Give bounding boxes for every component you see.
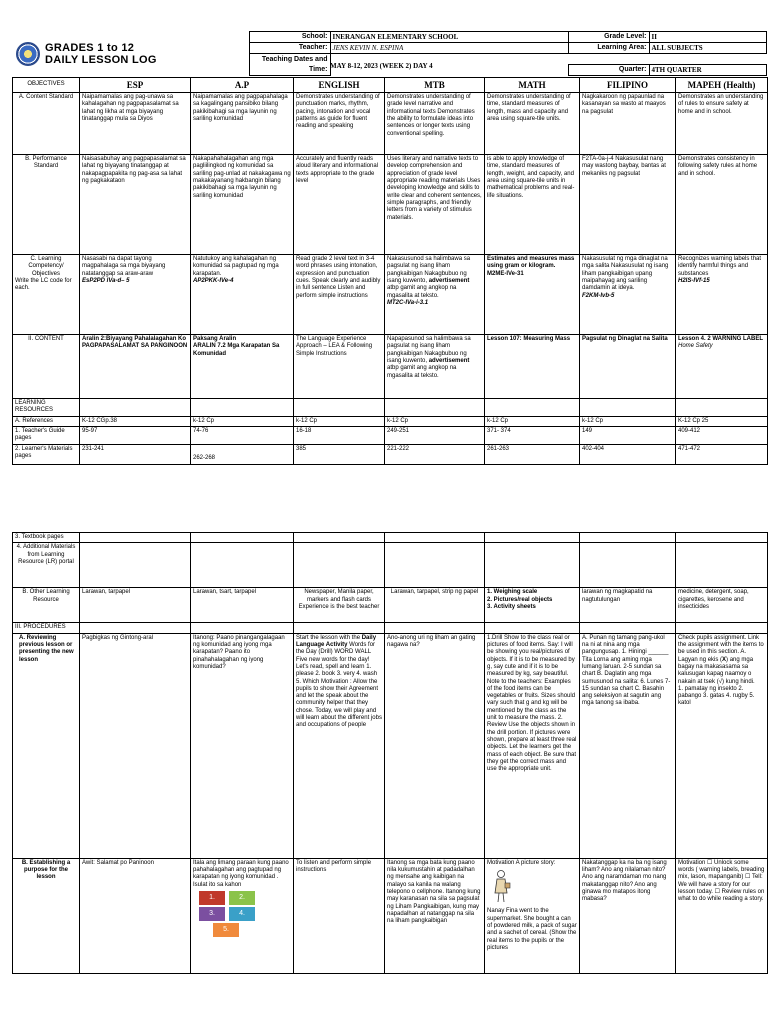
- performance-standard-english: Accurately and fluently reads aloud literary and informational texts appropriate to the grade level: [294, 155, 385, 255]
- other-resources-mtb: Larawan, tarpapel, strip ng papel: [385, 588, 485, 623]
- content-mtb-text-2: atbp gamit ang angkop na mgasalita at teksto.: [387, 365, 457, 379]
- competency-row: [13, 255, 768, 335]
- procedures-empty: [385, 623, 485, 633]
- reviewing-esp: Pagbigkas ng Gintong-aral: [80, 633, 191, 858]
- competency-mtb-text-2: atbp gamit ang angkop na mgasalita at teksto.: [387, 285, 457, 299]
- other-resources-mapeh: medicine, detergent, soap, cigarettes, kerosene and insecticides: [676, 588, 768, 623]
- math-resource-item: 1. Weighing scale: [487, 589, 538, 596]
- competency-mtb-bold: advertisement: [428, 277, 470, 284]
- content-english: The Language Experience Approach – LEA & Following Simple Instructions: [294, 335, 385, 399]
- teachers-guide-esp: 95-97: [80, 426, 191, 444]
- lr-portal-empty: [80, 543, 191, 588]
- grade-level-label: Grade Level:: [568, 32, 649, 43]
- procedures-empty: [485, 623, 580, 633]
- other-resources-math: [485, 588, 580, 623]
- lesson-log-page-2: [0, 532, 768, 974]
- textbook-empty: [580, 533, 676, 543]
- reviewing-ap: Itanong: Paano pinangangalagaan ng komunidad ang iyong mga karapatan? Paano ito pinahahalagahan ng iyong komunidad?: [191, 633, 294, 858]
- math-resource-item: 3. Activity sheets: [487, 603, 536, 610]
- column-header-esp: ESP: [80, 78, 191, 93]
- quarter-value: 4TH QUARTER: [649, 65, 766, 76]
- content-esp: Aralin 2:Biyayang Pahalalagahan Ko PAGPAPASALAMAT SA PANGINOON: [80, 335, 191, 399]
- column-header-ap: A.P: [191, 78, 294, 93]
- competency-sublabel: Write the LC code for each.: [15, 277, 72, 292]
- numbered-box-1: 1.: [199, 891, 225, 905]
- references-row: [13, 416, 768, 426]
- competency-mtb: [385, 255, 485, 335]
- procedures-empty: [191, 623, 294, 633]
- column-header-mapeh: MAPEH (Health): [676, 78, 768, 93]
- reviewing-mapeh-list: 1. pamatay ng insekto 2. pabango 3. gatas 4. rugby 5. katol: [678, 685, 755, 707]
- grade-level-value: II: [649, 32, 766, 43]
- reviewing-english-bold: Daily Language Activity: [296, 634, 377, 648]
- competency-filipino: [580, 255, 676, 335]
- learning-resources-empty: [580, 399, 676, 417]
- content-filipino: Pagsulat ng Dinaglat na Salita: [580, 335, 676, 399]
- teachers-guide-label: 1. Teacher's Guide pages: [13, 426, 80, 444]
- teachers-guide-mapeh: 409-412: [676, 426, 768, 444]
- content-standard-ap: Naipamamalas ang pagpapahalaga sa kagalingang pansibiko bilang pakikibahagi sa mga layunin ng sariling komunidad: [191, 93, 294, 155]
- procedures-empty: [80, 623, 191, 633]
- teachers-guide-math: 371- 374: [485, 426, 580, 444]
- textbook-empty: [385, 533, 485, 543]
- content-standard-label: A. Content Standard: [13, 93, 80, 155]
- header-title-cell: [14, 32, 249, 76]
- learners-materials-mtb: 221-222: [385, 444, 485, 464]
- learning-resources-empty: [676, 399, 768, 417]
- performance-standard-mapeh: Demonstrates consistency in following safety rules at home and in school.: [676, 155, 768, 255]
- numbered-boxes: [193, 889, 291, 937]
- learners-materials-row: [13, 444, 768, 464]
- textbook-empty: [80, 533, 191, 543]
- learning-resources-empty: [80, 399, 191, 417]
- establishing-row: [13, 858, 768, 973]
- title-line-2: DAILY LESSON LOG: [45, 53, 157, 66]
- reviewing-math: 1.Drill Show to the class real or pictures of food items. Say: I will be showing you real/pictures of objects. If it is to be measured by g, say cute and if it is to be measured by kg, say beautiful. Note to the teachers: Examples of the food items can be vegetables or fruits. Sizes should vary such that g and kg will be mentioned by the class as the unit to measure the mass. 2. Review Use the objects shown in the drill portion. If pictures were shown, prepare at least three real objects. Let the learners get the mass of each object. Be sure that they get the correct mass and use the appropriate unit.: [485, 633, 580, 858]
- numbered-box-3: 3.: [199, 907, 225, 921]
- learners-materials-math: 261-263: [485, 444, 580, 464]
- content-standard-filipino: Nagkakaroon ng papaunlad na kasanayan sa wasto at maayos na pagsulat: [580, 93, 676, 155]
- numbered-box-4: 4.: [229, 907, 255, 921]
- procedures-empty: [676, 623, 768, 633]
- competency-math-text: Estimates and measures mass using gram or kilogram.: [487, 256, 575, 270]
- title-line-1: GRADES 1 to 12: [45, 41, 135, 54]
- quarter-label: Quarter:: [568, 65, 649, 76]
- math-resource-item: 2. Pictures/real objects: [487, 596, 553, 603]
- reviewing-mtb: Ano-anong uri ng liham an gating nagawa na?: [385, 633, 485, 858]
- lr-portal-empty: [485, 543, 580, 588]
- objectives-header: OBJECTIVES: [13, 78, 80, 93]
- column-header-math: MATH: [485, 78, 580, 93]
- content-standard-mtb: Demonstrates understanding of grade level narrative and informational texts Demonstrates the ability to formulate ideas into sentences or longer texts using conventional spelling.: [385, 93, 485, 155]
- content-mapeh: [676, 335, 768, 399]
- establishing-filipino: Nakatanggap ka na ba ng isang liham? Ano ang nilalaman nito? Ano ang naramdaman mo nang makatanggap nito? Ano ang ginawa mo matapos itong mabasa?: [580, 858, 676, 973]
- shopping-woman-illustration: [491, 869, 511, 903]
- procedures-row: [13, 623, 768, 633]
- other-resources-row: [13, 588, 768, 623]
- performance-standard-ap: Nakapahahalagahan ang mga pagliilingkod ng komunidad sa sariling pag-unlad at nakakagawa ng makakayanang hakbangin bilang pakikibahagi sa mga layunin ng sariling komunidad: [191, 155, 294, 255]
- content-standard-english: Demonstrates understanding of punctuation marks, rhythm, pacing, intonation and vocal patterns as guide for fluent reading and speaking: [294, 93, 385, 155]
- teaching-dates-value: MAY 8-12, 2023 (WEEK 2) DAY 4: [330, 62, 433, 70]
- establishing-english: To listen and perform simple instructions: [294, 858, 385, 973]
- content-standard-mapeh: Demonstrates an understanding of rules to ensure safety at home and in school.: [676, 93, 768, 155]
- lesson-log-page-1: [0, 31, 768, 465]
- learners-materials-mapeh: 471-472: [676, 444, 768, 464]
- establishing-mtb: Itanong sa mga bata kung paano nila kukumustahin at padadalhan ng mensahe ang kaibigan na malayo sa kanila na walang telepono o cellphone. Itanong kung may karanasan na sila sa pagsulat ng Liham Pangkaibigan, kung may napadalhan at natanggap na sila na liham pangkaibigan: [385, 858, 485, 973]
- teachers-guide-filipino: 149: [580, 426, 676, 444]
- content-mapeh-line-1: Lesson 4. 2 WARNING LABEL: [678, 336, 764, 342]
- column-header-english: ENGLISH: [294, 78, 385, 93]
- lr-portal-empty: [191, 543, 294, 588]
- column-header-filipino: FILIPINO: [580, 78, 676, 93]
- performance-standard-esp: Naisasabuhay ang pagpapasalamat sa lahat ng biyayang tinatanggap at nakapagpapakita ng pag-asa sa lahat ng pagkakataon: [80, 155, 191, 255]
- content-math: Lesson 107: Measuring Mass: [485, 335, 580, 399]
- school-value: INERANGAN ELEMENTARY SCHOOL: [330, 32, 568, 43]
- textbook-empty: [676, 533, 768, 543]
- learning-resources-empty: [485, 399, 580, 417]
- references-esp: K-12 CGp.38: [80, 416, 191, 426]
- other-resources-filipino: larawan ng magkapatid na nagtutulungan: [580, 588, 676, 623]
- competency-mapeh-code: H2IS-IVf-15: [678, 277, 710, 284]
- competency-label-cell: [13, 255, 80, 335]
- competency-ap-text: Natutukoy ang kahalagahan ng komunidad sa pagtupad ng mga karapatan.: [193, 256, 279, 277]
- content-mtb-text-1: Napapasunod sa halimbawa sa pagsulat ng isang liham pangkaibigan Nakagbubuo ng isang kuwento,: [387, 336, 471, 364]
- other-resources-ap: Larawan, tsart, tarpapel: [191, 588, 294, 623]
- competency-esp-text: Nasasabi na dapat tayong magpahalaga sa mga biyayang natatanggap sa araw-araw: [82, 256, 166, 277]
- other-resources-label: B. Other Learning Resource: [13, 588, 80, 623]
- competency-math-code: M2ME-IVe-31: [487, 270, 524, 277]
- establishing-ap: [191, 858, 294, 973]
- competency-label: C. Learning Competency/ Objectives: [28, 256, 64, 277]
- content-mtb: [385, 335, 485, 399]
- competency-mapeh: [676, 255, 768, 335]
- competency-english: Read grade 2 level text in 3-4 word phrases using intonation, expression and punctuation cues. Speak clearly and audibly in full sentence Listen and perform simple instructions: [294, 255, 385, 335]
- procedures-empty: [580, 623, 676, 633]
- competency-filipino-code: F2KM-Ivb-5: [582, 292, 615, 299]
- references-english: k-12 Cp: [294, 416, 385, 426]
- competency-mtb-code: MT2C-IVa-i-3.1: [387, 299, 429, 306]
- references-mtb: k-12 Cp: [385, 416, 485, 426]
- learning-resources-empty: [294, 399, 385, 417]
- competency-esp: [80, 255, 191, 335]
- learners-materials-filipino: 402-404: [580, 444, 676, 464]
- procedures-label: III. PROCEDURES: [13, 623, 80, 633]
- content-mtb-bold: advertisement: [428, 357, 470, 364]
- learning-resources-label: LEARNING RESOURCES: [13, 399, 80, 417]
- competency-mapeh-text: Recognizes warning labels that identify harmful things and substances: [678, 256, 762, 277]
- reviewing-mapeh: [676, 633, 768, 858]
- references-mapeh: K-12 Cp 25: [676, 416, 768, 426]
- other-resources-english: Newspaper, Manila paper, markers and flash cards Experience is the best teacher: [294, 588, 385, 623]
- quarter-spacer: [568, 54, 649, 65]
- objectives-table: [12, 77, 768, 465]
- learners-materials-esp: 231-241: [80, 444, 191, 464]
- numbered-box-5: 5.: [213, 923, 239, 937]
- establishing-ap-text: Itala ang limang paraan kung paano pahahalagahan ang pagtupad ng karapatan ng iyong komunidad . Isulat ito sa kahon: [193, 859, 289, 888]
- references-ap: k-12 Cp: [191, 416, 294, 426]
- lr-portal-label: 4. Additional Materials from Learning Resource (LR) portal: [13, 543, 80, 588]
- teachers-guide-row: [13, 426, 768, 444]
- reviewing-english-text-1: Start the lesson with the: [296, 634, 361, 641]
- learning-resources-empty: [191, 399, 294, 417]
- reviewing-row: [13, 633, 768, 858]
- textbook-empty: [294, 533, 385, 543]
- textbook-empty: [485, 533, 580, 543]
- establishing-mapeh: Motivation ☐ Unlock some words ( warning labels, breading mix, lason, mapanganib) ☐ Tell: We will have a story for our lesson today. ☐ Review rules on what to do while reading a story.: [676, 858, 768, 973]
- content-mapeh-line-2: Home Safety: [678, 343, 713, 350]
- lr-portal-row: [13, 543, 768, 588]
- content-ap: [191, 335, 294, 399]
- content-standard-esp: Naipamamalas ang pag-unawa sa kahalagahan ng pagpapasalamat sa lahat ng likha at mga biyayang tinatanggap mula sa Diyos: [80, 93, 191, 155]
- textbook-row: [13, 533, 768, 543]
- content-standard-math: Demonstrates understanding of time, standard measures of length, mass and capacity and area using square-tile units.: [485, 93, 580, 155]
- reviewing-label: A. Reviewing previous lesson or presenting the new lesson: [13, 633, 80, 858]
- teacher-value: JENS KEVIN N. ESPINA: [330, 43, 568, 54]
- content-ap-line-2: ARALIN 7.2 Mga Karapatan Sa Komunidad: [193, 343, 280, 357]
- competency-ap: [191, 255, 294, 335]
- references-label: A. References: [13, 416, 80, 426]
- content-ap-line-1: Paksang Aralin: [193, 336, 237, 342]
- learning-resources-empty: [385, 399, 485, 417]
- establishing-math-text-1: Motivation A picture story:: [487, 859, 556, 866]
- competency-esp-code: EsP2PD IVa-d– 5: [82, 277, 130, 284]
- references-math: k-12 Cp: [485, 416, 580, 426]
- lr-portal-empty: [385, 543, 485, 588]
- reviewing-mapeh-text-2: ) ang mga bagay na makasasama sa kalusugan kapag naamoy o nakain at tsek (√) kung hindi.: [678, 656, 755, 685]
- references-filipino: k-12 Cp: [580, 416, 676, 426]
- lr-portal-empty: [294, 543, 385, 588]
- performance-standard-filipino: F2TA-0a-j-4 Nakasusulat nang may wastong baybay, bantas at mekaniks ng pagsulat: [580, 155, 676, 255]
- content-row: [13, 335, 768, 399]
- reviewing-mapeh-x: X: [722, 656, 727, 663]
- learners-materials-label: 2. Learner's Materials pages: [13, 444, 80, 464]
- establishing-math: [485, 858, 580, 973]
- procedures-empty: [294, 623, 385, 633]
- teaching-dates-label: Teaching Dates and Time:: [249, 54, 330, 76]
- quarter-spacer-2: [649, 54, 766, 65]
- learning-area-value: ALL SUBJECTS: [649, 43, 766, 54]
- procedures-table: [12, 532, 768, 974]
- reviewing-filipino: A. Punan ng tamang pang-ukol na ni at nina ang mga pangungusap. 1. Hiningi ______ Tita Lorna ang aming mga lumang laruan. 2-5 sundan sa chart B. Daglatin ang mga sumusunod na salita: 6. Lunes 7-15 sundan sa chart C. Basahin ang seleksiyon at sagutin ang mga tanong sa ibaba.: [580, 633, 676, 858]
- establishing-esp: Awit: Salamat po Paninoon: [80, 858, 191, 973]
- lr-portal-empty: [676, 543, 768, 588]
- learning-area-label: Learning Area:: [568, 43, 649, 54]
- other-resources-esp: Larawan, tarpapel: [80, 588, 191, 623]
- school-label: School:: [249, 32, 330, 43]
- performance-standard-row: [13, 155, 768, 255]
- textbook-label: 3. Textbook pages: [13, 533, 80, 543]
- content-standard-row: [13, 93, 768, 155]
- competency-mtb-text-1: Nakasusunod sa halimbawa sa pagsulat ng isang liham pangkaibigan Nakagbubuo ng isang kuwento,: [387, 256, 471, 284]
- learners-materials-ap: 262-268: [191, 444, 294, 464]
- competency-filipino-text: Nakasusulat ng mga dinaglat na mga salita Nakasusulat ng isang liham pangkaibigan upang maipahayag ang sariling damdamin at ideya.: [582, 256, 669, 292]
- reviewing-english-text-2: Words for the Day (Drill) WORD WALL Five new words for the day! Let's read, spell and learn 1. please 2. book 3. very 4. wash 5. Which Motivation : Allow the pupils to show their Agreement and let the speak about the community helper that they chose. Today, we will play and will learn about the different jobs and occupations of people: [296, 641, 382, 729]
- teachers-guide-ap: 74-76: [191, 426, 294, 444]
- reviewing-english: [294, 633, 385, 858]
- competency-ap-code: AP2PKK-IVe-4: [193, 277, 234, 284]
- teachers-guide-mtb: 249-251: [385, 426, 485, 444]
- textbook-empty: [191, 533, 294, 543]
- numbered-box-2: 2.: [229, 891, 255, 905]
- performance-standard-mtb: Uses literary and narrative texts to develop comprehension and appreciation of grade level appropriate reading materials Uses developing knowledge and skills to write clear and coherent sentences, simple paragraphs, and friendly letters from a variety of stimulus materials.: [385, 155, 485, 255]
- performance-standard-math: is able to apply knowledge of time, standard measures of length, weight, and capacity, and area using square-tile units in mathematical problems and real-life situations.: [485, 155, 580, 255]
- performance-standard-label: B. Performance Standard: [13, 155, 80, 255]
- lr-portal-empty: [580, 543, 676, 588]
- content-label: II. CONTENT: [13, 335, 80, 399]
- competency-math: [485, 255, 580, 335]
- establishing-math-text-2: Nanay Fina went to the supermarket. She bought a can of powdered milk, a pack of sugar and a sachet of cereal. (Show the real items to the pupils or the pictures: [487, 908, 577, 951]
- learning-resources-row: [13, 399, 768, 417]
- column-header-mtb: MTB: [385, 78, 485, 93]
- establishing-label: B. Establishing a purpose for the lesson: [13, 858, 80, 973]
- teacher-label: Teacher:: [249, 43, 330, 54]
- reviewing-mapeh-text-1: Check pupils assignment. Link the assignment with the items to be used in this section. A. Lagyan ng ekis (: [678, 634, 764, 663]
- learners-materials-english: 385: [294, 444, 385, 464]
- deped-seal-logo: [16, 42, 40, 66]
- teachers-guide-english: 16-18: [294, 426, 385, 444]
